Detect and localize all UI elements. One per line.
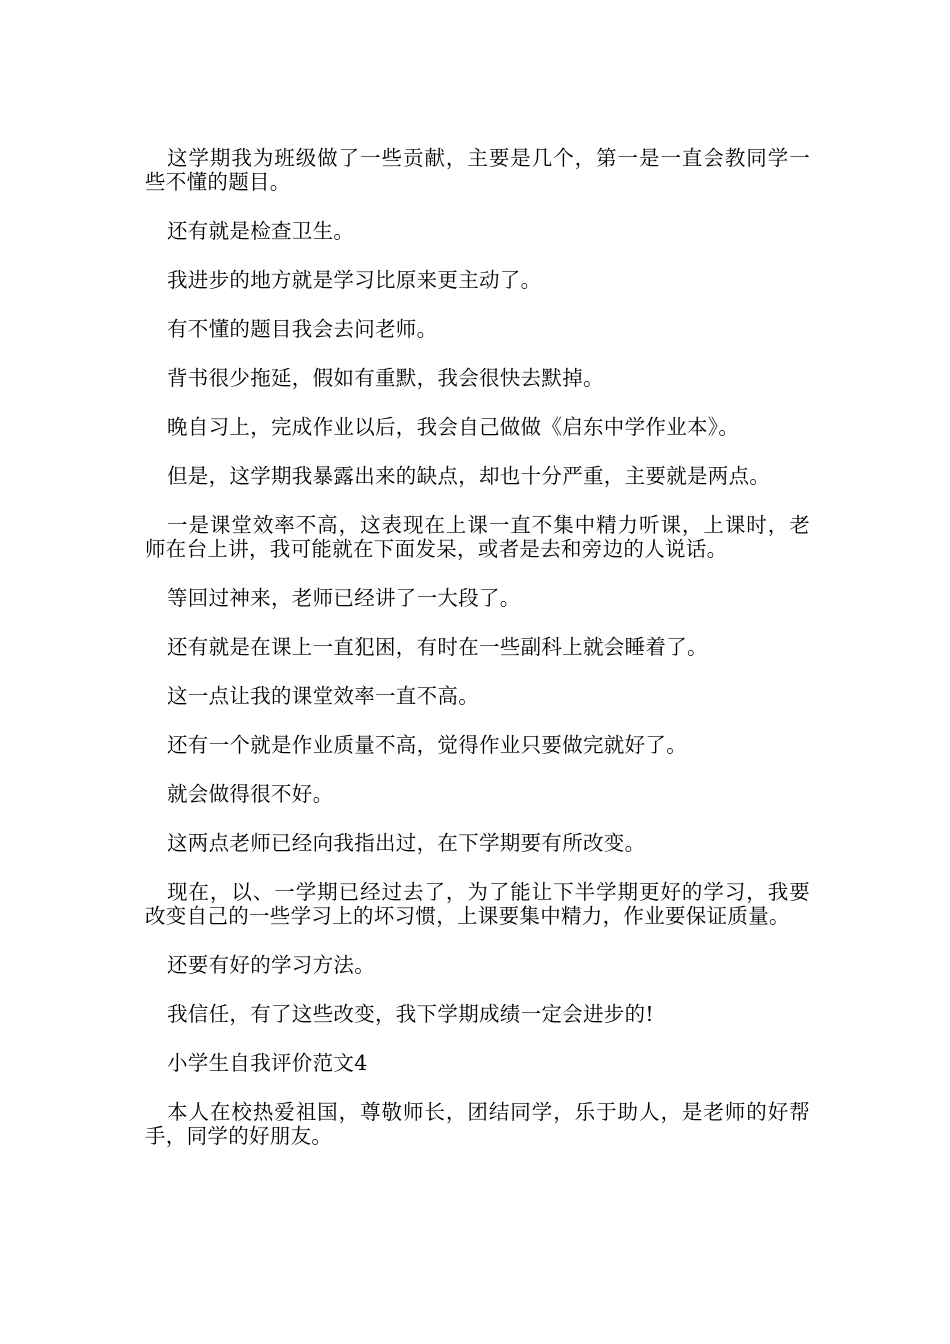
paragraph: 这两点老师已经向我指出过，在下学期要有所改变。: [167, 831, 646, 855]
paragraph: 还有就是检查卫生。: [167, 219, 355, 243]
paragraph: 晚自习上，完成作业以后，我会自己做做《启东中学作业本》。: [167, 415, 740, 439]
paragraph: 我进步的地方就是学习比原来更主动了。: [167, 268, 542, 292]
paragraph: 等回过神来，老师已经讲了一大段了。: [167, 586, 521, 610]
document-page: [145, 146, 810, 1173]
paragraph: 背书很少拖延，假如有重默，我会很快去默掉。: [167, 366, 604, 390]
paragraph: 还有就是在课上一直犯困，有时在一些副科上就会睡着了。: [167, 635, 708, 659]
paragraph: 有不懂的题目我会去问老师。: [167, 317, 438, 341]
paragraph: 这一点让我的课堂效率一直不高。: [167, 684, 479, 708]
paragraph: 一是课堂效率不高，这表现在上课一直不集中精力听课，上课时，老师在台上讲，我可能就在下面发呆，或者是去和旁边的人说话。: [145, 513, 810, 561]
paragraph: 现在，以、一学期已经过去了，为了能让下半学期更好的学习，我要改变自己的一些学习上的坏习惯，上课要集中精力，作业要保证质量。: [145, 880, 810, 928]
paragraph: 就会做得很不好。: [167, 782, 334, 806]
paragraph: 本人在校热爱祖国，尊敬师长，团结同学，乐于助人，是老师的好帮手，同学的好朋友。: [145, 1100, 810, 1148]
section-heading: 小学生自我评价范文4: [167, 1051, 368, 1075]
paragraph: 我信任，有了这些改变，我下学期成绩一定会进步的!: [167, 1002, 654, 1026]
paragraph: 还要有好的学习方法。: [167, 953, 375, 977]
paragraph: 这学期我为班级做了一些贡献，主要是几个，第一是一直会教同学一些不懂的题目。: [145, 146, 810, 194]
paragraph: 还有一个就是作业质量不高，觉得作业只要做完就好了。: [167, 733, 687, 757]
paragraph: 但是，这学期我暴露出来的缺点，却也十分严重，主要就是两点。: [167, 464, 771, 488]
